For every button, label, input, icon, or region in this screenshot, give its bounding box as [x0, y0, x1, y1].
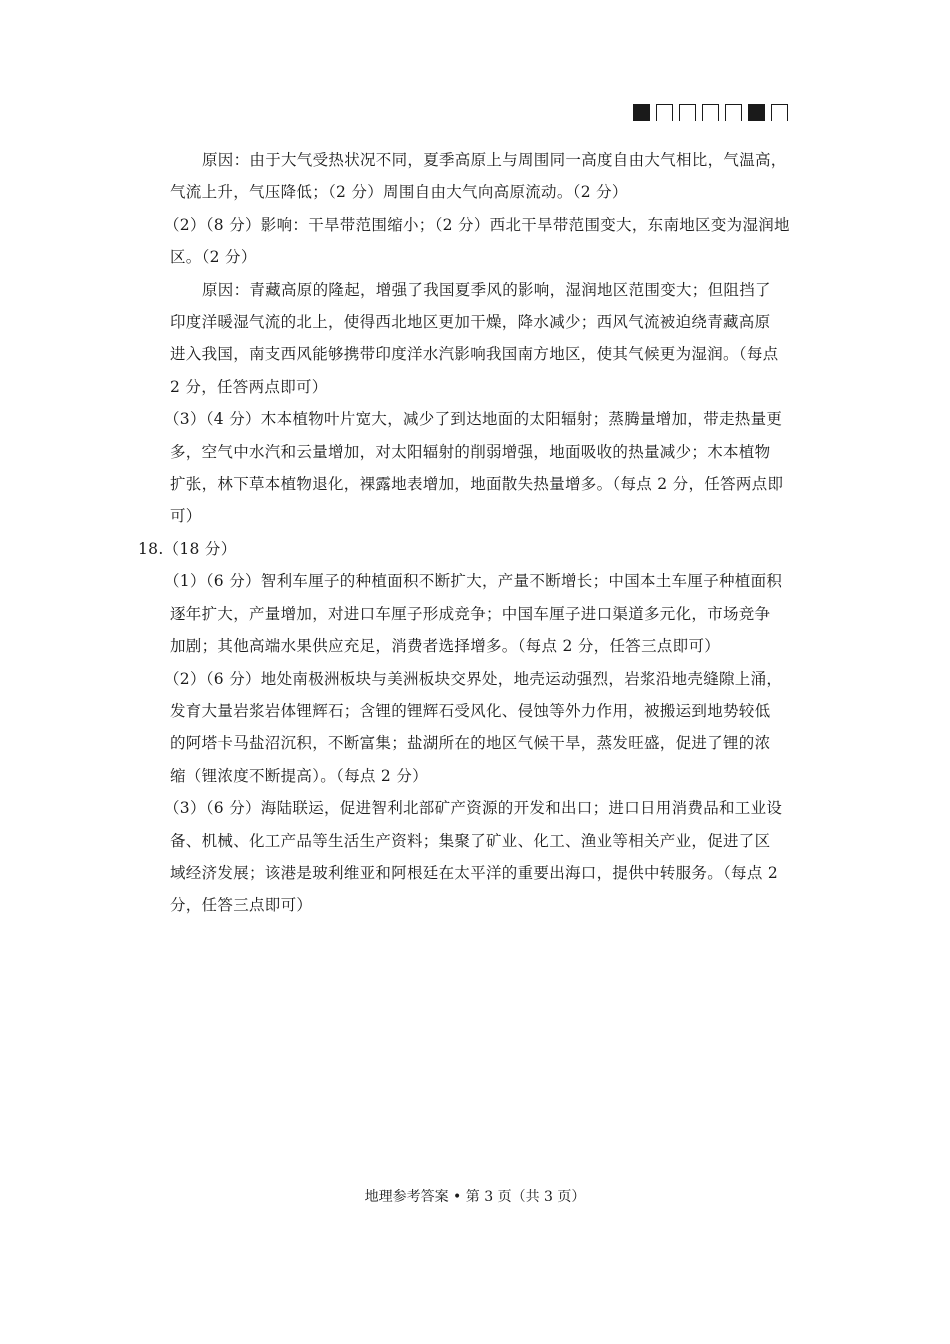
text-line: 2 分，任答两点即可） [170, 377, 328, 396]
text-line: 备、机械、化工产品等生活生产资料；集聚了矿业、化工、渔业等相关产业，促进了区 [170, 831, 771, 850]
text-line: 可） [170, 507, 202, 526]
page-footer: 地理参考答案 • 第 3 页（共 3 页） [364, 1189, 586, 1205]
q17-part3 [138, 403, 818, 533]
text-line: （3）（6 分）海陆联运，促进智利北部矿产资源的开发和出口；进口日用消费品和工业设 [164, 799, 783, 818]
text-line: 气流上升，气压降低；（2 分）周围自由大气向高原流动。（2 分） [170, 183, 628, 202]
text-line: 缩（锂浓度不断提高）。（每点 2 分） [170, 766, 428, 785]
corner-mark-7 [771, 104, 788, 121]
corner-mark-5 [725, 104, 742, 121]
exam-sheet-marks [633, 104, 788, 121]
text-line: 进入我国，南支西风能够携带印度洋水汽影响我国南方地区，使其气候更为湿润。（每点 [170, 345, 779, 364]
q17-part1-reason [138, 144, 818, 209]
text-line: 扩张，林下草本植物退化，裸露地表增加，地面散失热量增多。（每点 2 分，任答两点即 [170, 475, 784, 494]
text-line: （1）（6 分）智利车厘子的种植面积不断扩大，产量不断增长；中国本土车厘子种植面积 [164, 572, 783, 591]
q18-part3 [138, 792, 818, 922]
text-line: 分，任答三点即可） [170, 896, 313, 915]
q18-part1 [138, 565, 818, 662]
corner-mark-3 [679, 104, 696, 121]
q17-part2-effect [138, 209, 818, 274]
corner-mark-4 [702, 104, 719, 121]
text-line: 发育大量岩浆岩体锂辉石；含锂的锂辉石受风化、侵蚀等外力作用，被搬运到地势较低 [170, 701, 771, 720]
text-line: 域经济发展；该港是玻利维亚和阿根廷在太平洋的重要出海口，提供中转服务。（每点 2 [170, 863, 779, 882]
corner-mark-2 [656, 104, 673, 121]
text-line: 原因：青藏高原的隆起，增强了我国夏季风的影响，湿润地区范围变大；但阻挡了 [202, 280, 771, 299]
text-line: （2）（8 分）影响：干旱带范围缩小；（2 分）西北干旱带范围变大，东南地区变为湿润地 [164, 215, 790, 234]
corner-mark-1 [633, 104, 650, 121]
q18-header: 18.（18 分） [138, 539, 237, 558]
text-line: 多，空气中水汽和云量增加，对太阳辐射的削弱增强，地面吸收的热量减少；木本植物 [170, 442, 771, 461]
text-line: 的阿塔卡马盐沼沉积，不断富集；盐湖所在的地区气候干旱，蒸发旺盛，促进了锂的浓 [170, 734, 771, 753]
text-line: 加剧；其他高端水果供应充足，消费者选择增多。（每点 2 分，任答三点即可） [170, 637, 721, 656]
text-line: 印度洋暖湿气流的北上，使得西北地区更加干燥，降水减少；西风气流被迫绕青藏高原 [170, 313, 771, 332]
q17-part2-reason [138, 274, 818, 404]
answer-content [138, 144, 818, 922]
text-line: （2）（6 分）地处南极洲板块与美洲板块交界处，地壳运动强烈，岩浆沿地壳缝隙上涌， [164, 669, 783, 688]
text-line: 原因：由于大气受热状况不同，夏季高原上与周围同一高度自由大气相比，气温高， [202, 151, 787, 169]
text-line: 区。（2 分） [170, 248, 257, 267]
q18-part2 [138, 663, 818, 793]
text-line: （3）（4 分）木本植物叶片宽大，减少了到达地面的太阳辐射；蒸腾量增加，带走热量更 [164, 410, 783, 429]
text-line: 逐年扩大，产量增加，对进口车厘子形成竞争；中国车厘子进口渠道多元化，市场竞争 [170, 604, 771, 623]
corner-mark-6 [748, 104, 765, 121]
